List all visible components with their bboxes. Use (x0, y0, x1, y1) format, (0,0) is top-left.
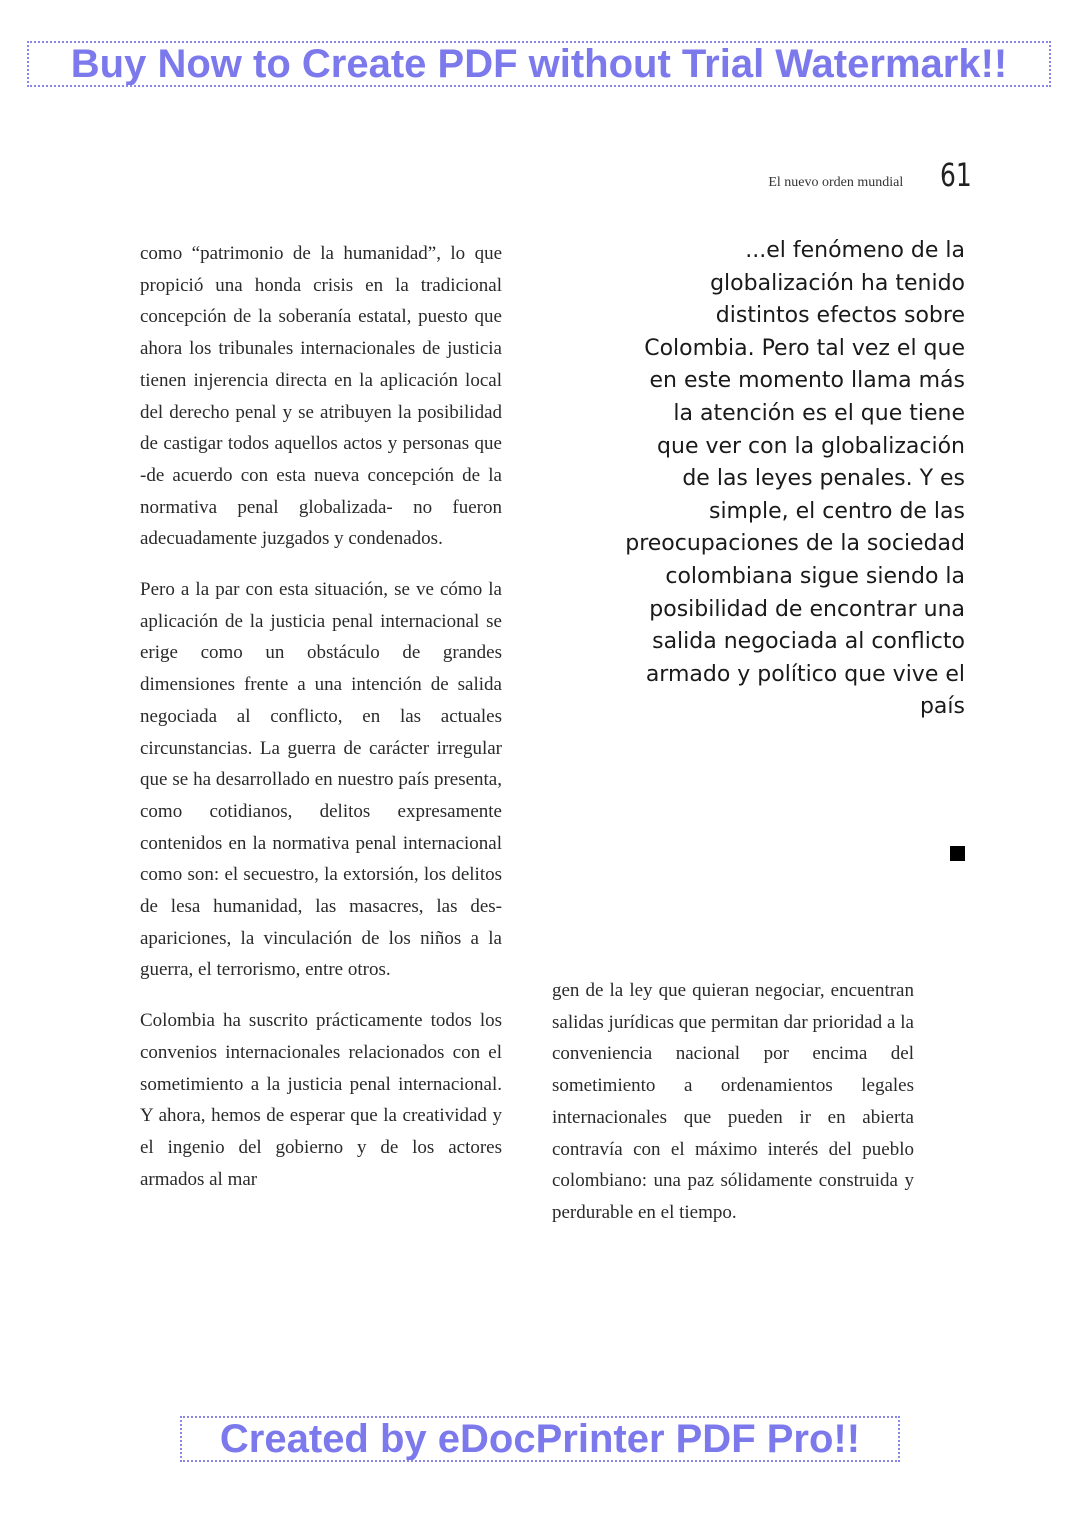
pull-quote: ...el fenómeno de la globalización ha tenido distintos efectos sobre Colombia. Pero tal vez el que en este momento llama más la atención es el que tiene que ver con la globalización de las leyes penales. Y es simple, el centro de las preocupaciones de la sociedad colombiana sigue siendo la posibilidad de encontrar una salida negociada al conflicto armado y político que vive el país (625, 238, 965, 720)
body-paragraph: como “patrimonio de la humanidad”, lo que propició una honda crisis en la tradicional concepción de la soberanía estatal, puesto que ahora los tribunales internacionales de justicia tienen injerencia directa en la aplicación local del derecho penal y se atribuyen la posibilidad de castigar todos aquellos actos y personas que -de acuerdo con esta nueva concepción de la normativa penal globalizada- no fueron adecuadamente juzgados y condenados. (140, 243, 502, 550)
right-column (552, 975, 914, 1248)
trial-watermark-bottom: Created by eDocPrinter PDF Pro!! (180, 1416, 900, 1462)
trial-watermark-top: Buy Now to Create PDF without Trial Watermark!! (27, 41, 1051, 87)
left-column (140, 238, 502, 1214)
body-paragraph: Pero a la par con esta situación, se ve cómo la aplicación de la justicia penal internacional se erige como un obstáculo de grandes dimensiones frente a una intención de salida negociada al conflicto, en las actuales circunstancias. La guerra de carácter irregular que se ha desarrollado en nuestro país presenta, como cotidianos, delitos expresamente contenidos en la normativa penal internacional como son: el secuestro, la extorsión, los delitos de lesa humanidad, las masacres, las desapariciones, la vinculación de los niños a la guerra, el terrorismo, entre otros. (140, 579, 502, 981)
running-header (768, 156, 972, 194)
end-square-icon (950, 846, 965, 861)
page-number: 61 (940, 156, 972, 194)
body-paragraph: gen de la ley que quieran negociar, encuentran salidas jurídicas que permitan dar prioridad a la conveniencia nacional por encima del sometimiento a ordenamientos legales internacionales que pueden ir en abierta contravía con el máximo interés del pueblo colombiano: una paz sólidamente construida y perdurable en el tiempo. (552, 980, 914, 1223)
running-title: El nuevo orden mundial (768, 175, 904, 190)
body-paragraph: Colombia ha suscrito prácticamente todos los convenios internacionales relacionados con el sometimiento a la justicia penal internacional. Y ahora, hemos de esperar que la creatividad y el ingenio del gobierno y de los actores armados al mar (140, 1010, 502, 1190)
